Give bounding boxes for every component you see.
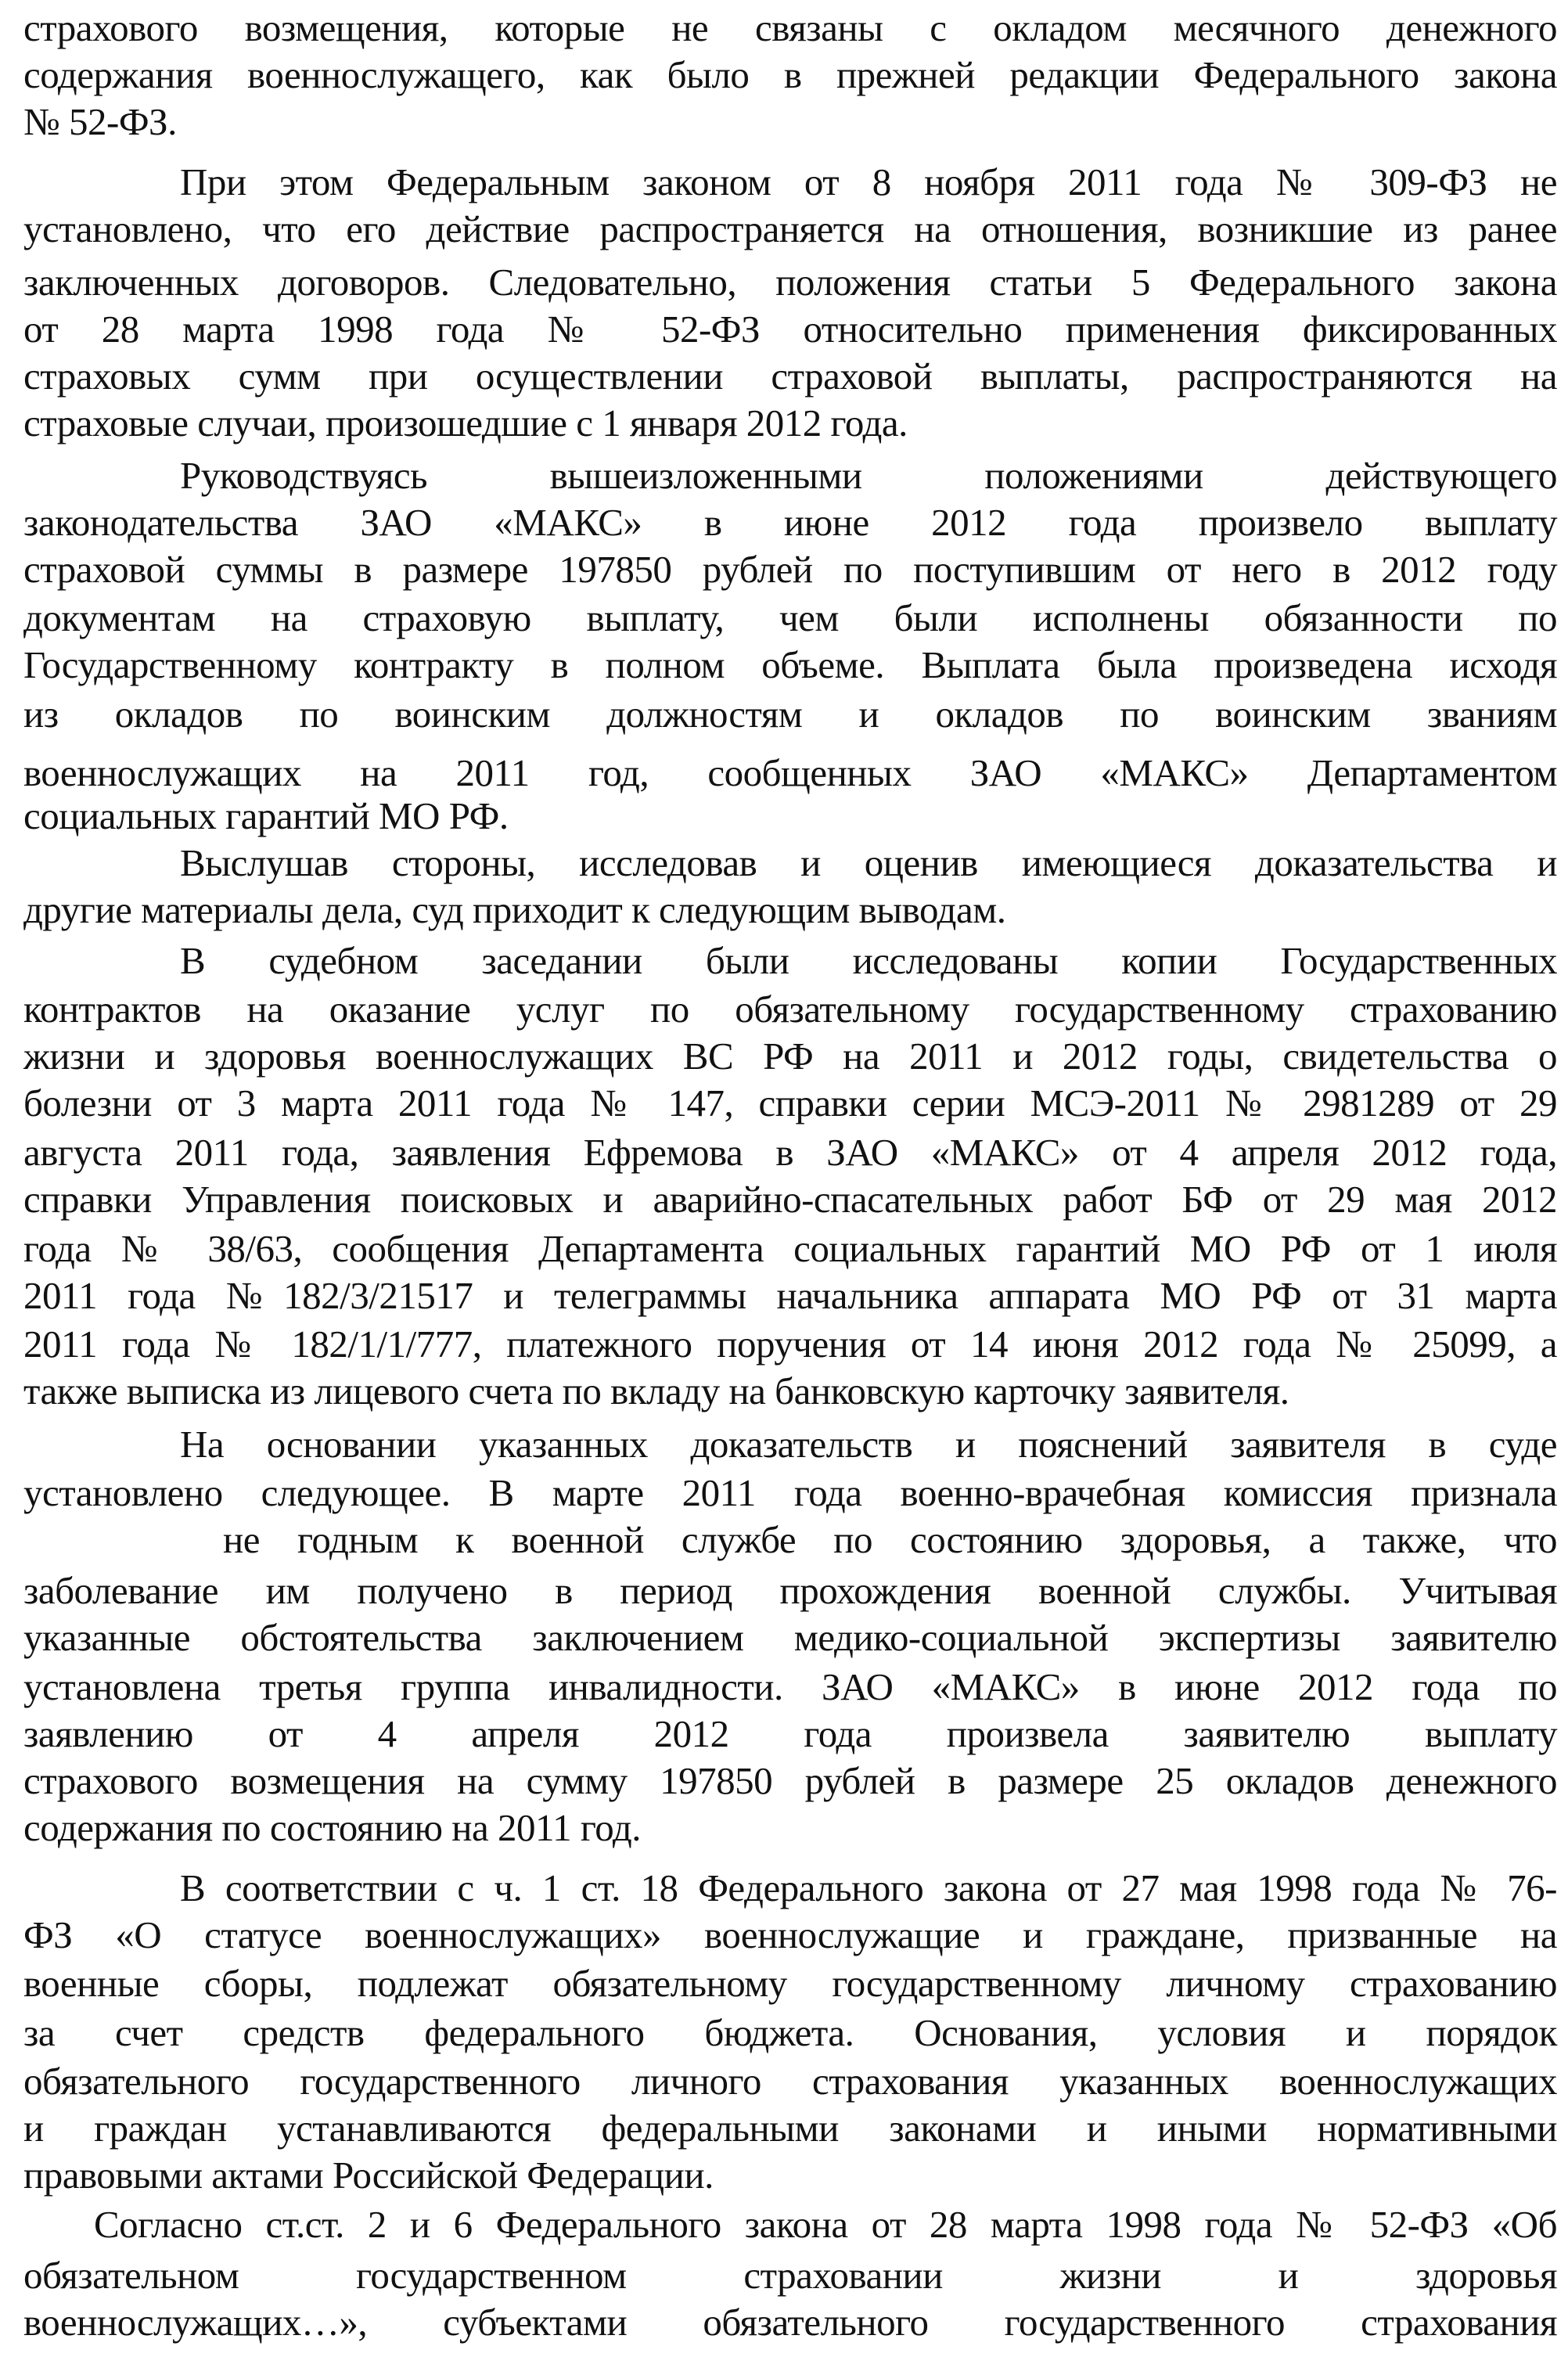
text-line: установлено следующее. В марте 2011 года военно-врачебная комиссия признала	[23, 1471, 1557, 1514]
text-line: Государственному контракту в полном объеме. Выплата была произведена исходя	[23, 643, 1557, 686]
text-line: за счет средств федерального бюджета. Основания, условия и порядок	[23, 2011, 1557, 2054]
text-line: заключенных договоров. Следовательно, положения статьи 5 Федерального закона	[23, 261, 1557, 304]
text-line: Выслушав стороны, исследовав и оценив имеющиеся доказательства и	[180, 841, 1557, 884]
text-line: другие материалы дела, суд приходит к следующим выводам.	[23, 888, 1006, 931]
text-line: содержания по состоянию на 2011 год.	[23, 1806, 642, 1849]
text-line: документам на страховую выплату, чем были исполнены обязанности по	[23, 596, 1557, 639]
text-line: контрактов на оказание услуг по обязательному государственному страхованию	[23, 988, 1557, 1031]
text-line: страхового возмещения на сумму 197850 рублей в размере 25 окладов денежного	[23, 1759, 1557, 1802]
text-line: из окладов по воинским должностям и окладов по воинским званиям	[23, 693, 1557, 736]
text-line: 2011 года № 182/1/1/777, платежного поручения от 14 июня 2012 года № 25099, а	[23, 1322, 1557, 1366]
text-line: от 28 марта 1998 года № 52-ФЗ относительно применения фиксированных	[23, 308, 1557, 351]
text-line: 2011 года №182/3/21517 и телеграммы начальника аппарата МО РФ от 31 марта	[23, 1274, 1557, 1317]
text-line: заявлению от 4 апреля 2012 года произвела заявителю выплату	[23, 1712, 1557, 1755]
text-line: справки Управления поисковых и аварийно-спасательных работ БФ от 29 мая 2012	[23, 1178, 1557, 1221]
text-line: обязательном государственном страховании жизни и здоровья	[23, 2254, 1557, 2297]
text-line: правовыми актами Российской Федерации.	[23, 2154, 714, 2197]
text-line: также выписка из лицевого счета по вкладу на банковскую карточку заявителя.	[23, 1369, 1289, 1412]
text-line: страховых сумм при осуществлении страховой выплаты, распространяются на	[23, 354, 1557, 398]
text-line: страховой суммы в размере 197850 рублей по поступившим от него в 2012 году	[23, 548, 1557, 591]
text-line: военные сборы, подлежат обязательному государственному личному страхованию	[23, 1962, 1557, 2005]
text-line: ФЗ «О статусе военнослужащих» военнослужащие и граждане, призванные на	[23, 1913, 1557, 1956]
text-line: и граждан устанавливаются федеральными законами и иными нормативными	[23, 2107, 1557, 2150]
text-line: заболевание им получено в период прохождения военной службы. Учитывая	[23, 1569, 1557, 1612]
text-line: военнослужащих…», субъектами обязательного государственного страхования	[23, 2301, 1557, 2344]
text-line: военнослужащих на 2011 год, сообщенных ЗАО «МАКС» Департаментом	[23, 751, 1557, 794]
text-line: обязательного государственного личного страхования указанных военнослужащих	[23, 2060, 1557, 2103]
text-line: страховые случаи, произошедшие с 1 января 2012 года.	[23, 401, 908, 444]
text-line: августа 2011 года, заявления Ефремова в ЗАО «МАКС» от 4 апреля 2012 года,	[23, 1131, 1557, 1174]
text-line: В судебном заседании были исследованы копии Государственных	[180, 939, 1557, 982]
text-line: болезни от 3 марта 2011 года № 147, справки серии МСЭ-2011 № 2981289 от 29	[23, 1081, 1557, 1125]
text-line: № 52-ФЗ.	[23, 100, 177, 143]
text-line: установлено, что его действие распространяется на отношения, возникшие из ранее	[23, 207, 1557, 250]
text-line: указанные обстоятельства заключением медико-социальной экспертизы заявителю	[23, 1616, 1557, 1659]
text-line: При этом Федеральным законом от 8 ноября 2011 года № 309-ФЗ не	[180, 160, 1557, 203]
text-line: не годным к военной службе по состоянию здоровья, а также, что	[223, 1518, 1557, 1561]
text-line: жизни и здоровья военнослужащих ВС РФ на 2011 и 2012 годы, свидетельства о	[23, 1035, 1557, 1078]
text-line: Согласно ст.ст. 2 и 6 Федерального закона от 28 марта 1998 года № 52-ФЗ «Об	[94, 2203, 1557, 2246]
text-line: В соответствии с ч. 1 ст. 18 Федерального закона от 27 мая 1998 года № 76-	[180, 1866, 1557, 1909]
text-line: содержания военнослужащего, как было в прежней редакции Федерального закона	[23, 53, 1557, 96]
text-line: года № 38/63, сообщения Департамента социальных гарантий МО РФ от 1 июля	[23, 1227, 1557, 1270]
text-line: Руководствуясь вышеизложенными положениями действующего	[180, 454, 1557, 497]
text-line: страхового возмещения, которые не связаны с окладом месячного денежного	[23, 6, 1557, 49]
text-line: социальных гарантий МО РФ.	[23, 794, 509, 837]
text-line: На основании указанных доказательств и пояснений заявителя в суде	[180, 1423, 1557, 1466]
text-line: установлена третья группа инвалидности. ЗАО «МАКС» в июне 2012 года по	[23, 1665, 1557, 1708]
text-line: законодательства ЗАО «МАКС» в июне 2012 года произвело выплату	[23, 501, 1557, 544]
